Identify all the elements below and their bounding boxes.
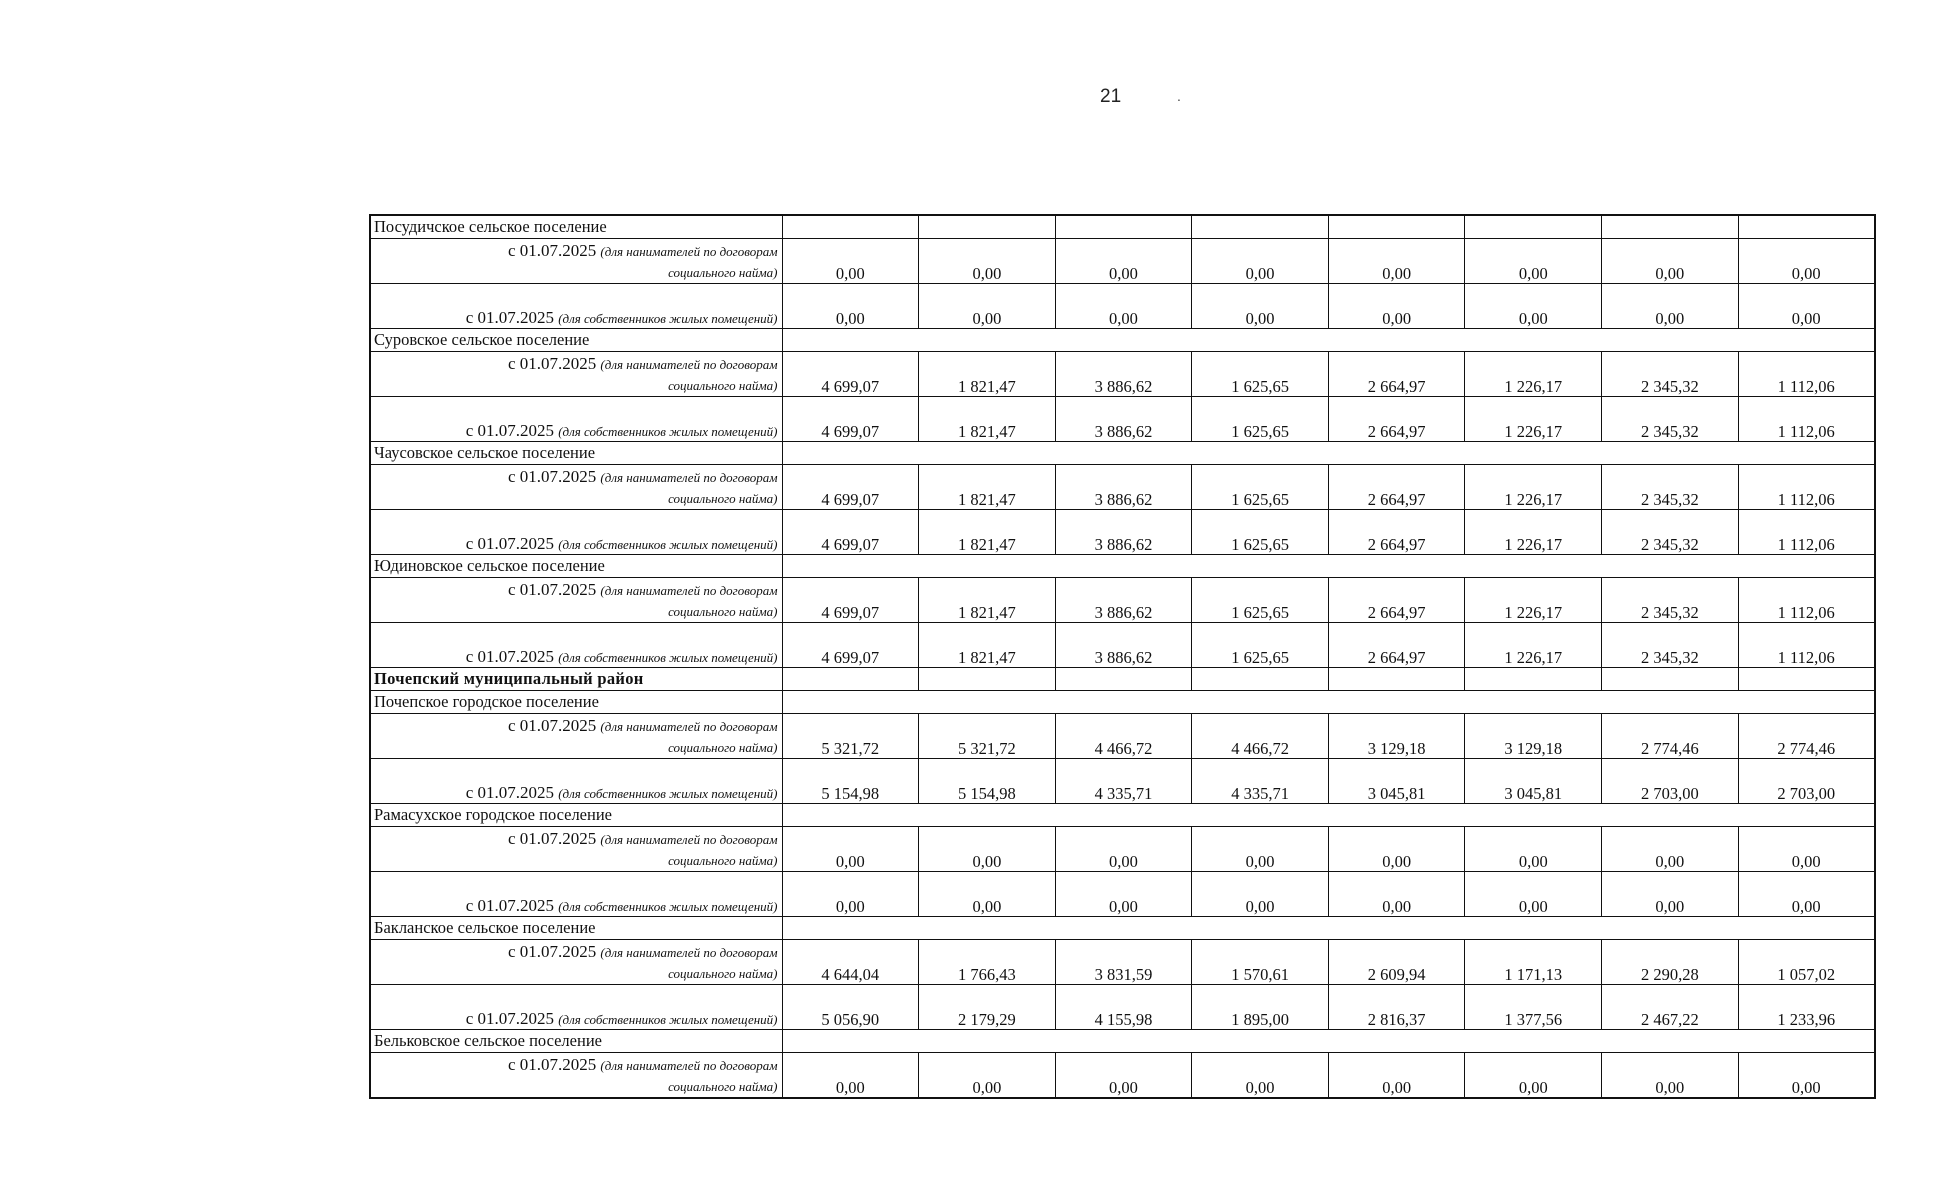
owner-tariff-row — [370, 985, 1875, 1030]
tariff-value-cell: 0,00 — [1055, 872, 1192, 917]
empty-cell — [1328, 215, 1465, 239]
tariff-value-cell: 0,00 — [1055, 239, 1192, 284]
empty-cell — [1738, 691, 1875, 714]
tariff-value-cell: 5 154,98 — [919, 759, 1056, 804]
tariff-value-cell: 0,00 — [1192, 239, 1329, 284]
tariff-value-cell: 0,00 — [782, 1053, 919, 1099]
tariff-value-cell: 3 886,62 — [1055, 510, 1192, 555]
empty-cell — [1465, 691, 1602, 714]
tariff-value-cell: 0,00 — [1192, 872, 1329, 917]
tariff-value-cell: 3 831,59 — [1055, 940, 1192, 985]
tariff-value-cell: 1 821,47 — [919, 578, 1056, 623]
empty-cell — [1192, 555, 1329, 578]
empty-cell — [1328, 442, 1465, 465]
row-date: с 01.07.2025 — [465, 647, 555, 666]
tariff-value-cell: 0,00 — [782, 239, 919, 284]
tariff-value-cell: 1 112,06 — [1738, 578, 1875, 623]
tariff-value-cell: 0,00 — [782, 827, 919, 872]
empty-cell — [1328, 917, 1465, 940]
tenant-tariff-row — [370, 578, 1875, 623]
tariff-value-cell: 1 112,06 — [1738, 352, 1875, 397]
empty-cell — [1192, 1030, 1329, 1053]
empty-cell — [1465, 804, 1602, 827]
empty-cell — [1465, 1030, 1602, 1053]
row-note: (для собственников жилых помещений) — [558, 311, 778, 326]
empty-cell — [1192, 668, 1329, 691]
empty-cell — [1055, 668, 1192, 691]
row-note: (для собственников жилых помещений) — [558, 899, 778, 914]
empty-cell — [1602, 555, 1739, 578]
row-note: социального найма) — [668, 1079, 778, 1094]
tenant-row-label — [370, 827, 782, 872]
empty-cell — [1602, 1030, 1739, 1053]
empty-cell — [1192, 329, 1329, 352]
tariff-value-cell: 0,00 — [1328, 239, 1465, 284]
settlement-header-row — [370, 329, 1875, 352]
empty-cell — [1055, 917, 1192, 940]
tariff-value-cell: 1 766,43 — [919, 940, 1056, 985]
tariff-value-cell: 1 625,65 — [1192, 578, 1329, 623]
tariff-value-cell: 3 129,18 — [1328, 714, 1465, 759]
owner-tariff-row — [370, 510, 1875, 555]
row-note: (для нанимателей по договорам — [600, 719, 778, 734]
empty-cell — [1465, 442, 1602, 465]
empty-cell — [1192, 804, 1329, 827]
tariff-value-cell: 4 699,07 — [782, 465, 919, 510]
tariff-value-cell: 0,00 — [919, 239, 1056, 284]
row-note: (для нанимателей по договорам — [600, 832, 778, 847]
empty-cell — [782, 215, 919, 239]
tariff-value-cell: 2 664,97 — [1328, 510, 1465, 555]
row-note: (для нанимателей по договорам — [600, 945, 778, 960]
empty-cell — [1055, 691, 1192, 714]
tariff-value-cell: 2 345,32 — [1602, 465, 1739, 510]
empty-cell — [1602, 917, 1739, 940]
empty-cell — [1328, 668, 1465, 691]
tariff-value-cell: 0,00 — [1055, 827, 1192, 872]
empty-cell — [1602, 442, 1739, 465]
tariff-value-cell: 4 644,04 — [782, 940, 919, 985]
empty-cell — [1602, 691, 1739, 714]
tariff-value-cell: 1 377,56 — [1465, 985, 1602, 1030]
tenant-tariff-row — [370, 827, 1875, 872]
empty-cell — [919, 329, 1056, 352]
empty-cell — [1738, 442, 1875, 465]
tariff-value-cell: 5 321,72 — [782, 714, 919, 759]
tariff-value-cell: 2 703,00 — [1602, 759, 1739, 804]
tenant-row-label — [370, 714, 782, 759]
tariff-value-cell: 0,00 — [1055, 1053, 1192, 1099]
settlement-name: Посудичское сельское поселение — [370, 215, 782, 239]
tariff-value-cell: 0,00 — [1328, 284, 1465, 329]
tariff-value-cell: 0,00 — [919, 284, 1056, 329]
tariff-value-cell: 2 774,46 — [1602, 714, 1739, 759]
tariff-value-cell: 1 226,17 — [1465, 623, 1602, 668]
tenant-tariff-row — [370, 1053, 1875, 1099]
empty-cell — [782, 1030, 919, 1053]
tariff-value-cell: 2 664,97 — [1328, 465, 1465, 510]
tariff-value-cell: 1 112,06 — [1738, 397, 1875, 442]
tariff-value-cell: 0,00 — [1602, 872, 1739, 917]
tariff-value-cell: 0,00 — [1465, 872, 1602, 917]
empty-cell — [1055, 555, 1192, 578]
row-date: с 01.07.2025 — [508, 241, 597, 260]
settlement-name: Почепское городское поселение — [370, 691, 782, 714]
tariff-value-cell: 2 664,97 — [1328, 397, 1465, 442]
owner-row-label — [370, 872, 782, 917]
tariff-value-cell: 1 226,17 — [1465, 465, 1602, 510]
district-header-row — [370, 668, 1875, 691]
owner-row-label — [370, 623, 782, 668]
row-date: с 01.07.2025 — [508, 829, 597, 848]
row-note: социального найма) — [668, 853, 778, 868]
tariff-value-cell: 0,00 — [919, 872, 1056, 917]
settlement-name: Рамасухское городское поселение — [370, 804, 782, 827]
empty-cell — [1055, 442, 1192, 465]
tenant-row-label — [370, 239, 782, 284]
tariff-value-cell: 1 625,65 — [1192, 397, 1329, 442]
empty-cell — [1465, 917, 1602, 940]
tariff-value-cell: 1 625,65 — [1192, 352, 1329, 397]
owner-tariff-row — [370, 284, 1875, 329]
tariff-value-cell: 2 609,94 — [1328, 940, 1465, 985]
tariff-value-cell: 0,00 — [782, 872, 919, 917]
tariff-value-cell: 0,00 — [1328, 872, 1465, 917]
empty-cell — [1465, 555, 1602, 578]
row-date: с 01.07.2025 — [465, 534, 555, 553]
row-note: социального найма) — [668, 491, 778, 506]
empty-cell — [782, 329, 919, 352]
settlement-header-row — [370, 1030, 1875, 1053]
tariff-table-body — [370, 215, 1875, 1098]
row-date: с 01.07.2025 — [465, 783, 555, 802]
empty-cell — [1602, 804, 1739, 827]
tariff-value-cell: 4 699,07 — [782, 352, 919, 397]
tariff-value-cell: 2 816,37 — [1328, 985, 1465, 1030]
tariff-value-cell: 3 045,81 — [1328, 759, 1465, 804]
tariff-value-cell: 0,00 — [1465, 284, 1602, 329]
row-date: с 01.07.2025 — [465, 421, 555, 440]
tariff-value-cell: 0,00 — [1738, 872, 1875, 917]
empty-cell — [782, 668, 919, 691]
tariff-value-cell: 0,00 — [919, 827, 1056, 872]
row-note: социального найма) — [668, 265, 778, 280]
tariff-value-cell: 3 886,62 — [1055, 352, 1192, 397]
row-date: с 01.07.2025 — [465, 308, 555, 327]
tariff-value-cell: 2 664,97 — [1328, 578, 1465, 623]
empty-cell — [919, 691, 1056, 714]
empty-cell — [1055, 804, 1192, 827]
empty-cell — [1192, 691, 1329, 714]
tenant-row-label — [370, 940, 782, 985]
row-note: (для собственников жилых помещений) — [558, 424, 778, 439]
tariff-value-cell: 0,00 — [1055, 284, 1192, 329]
empty-cell — [919, 1030, 1056, 1053]
empty-cell — [1055, 215, 1192, 239]
tariff-value-cell: 5 321,72 — [919, 714, 1056, 759]
tariff-value-cell: 0,00 — [1602, 827, 1739, 872]
tariff-value-cell: 0,00 — [1192, 827, 1329, 872]
row-note: (для нанимателей по договорам — [600, 470, 778, 485]
settlement-header-row — [370, 555, 1875, 578]
empty-cell — [1055, 1030, 1192, 1053]
tenant-tariff-row — [370, 940, 1875, 985]
tariff-value-cell: 2 664,97 — [1328, 623, 1465, 668]
row-date: с 01.07.2025 — [508, 467, 597, 486]
tariff-value-cell: 4 699,07 — [782, 510, 919, 555]
row-note: (для собственников жилых помещений) — [558, 786, 778, 801]
empty-cell — [782, 691, 919, 714]
owner-tariff-row — [370, 759, 1875, 804]
row-date: с 01.07.2025 — [465, 896, 555, 915]
settlement-name: Чаусовское сельское поселение — [370, 442, 782, 465]
empty-cell — [1328, 555, 1465, 578]
settlement-header-row — [370, 804, 1875, 827]
empty-cell — [919, 917, 1056, 940]
owner-row-label — [370, 759, 782, 804]
tariff-value-cell: 4 699,07 — [782, 623, 919, 668]
tenant-tariff-row — [370, 714, 1875, 759]
tariff-value-cell: 4 335,71 — [1055, 759, 1192, 804]
empty-cell — [919, 215, 1056, 239]
row-note: (для нанимателей по договорам — [600, 357, 778, 372]
district-name: Почепский муниципальный район — [370, 668, 782, 691]
empty-cell — [1738, 215, 1875, 239]
tariff-value-cell: 0,00 — [1602, 1053, 1739, 1099]
tariff-value-cell: 2 345,32 — [1602, 578, 1739, 623]
tariff-value-cell: 2 774,46 — [1738, 714, 1875, 759]
settlement-header-row — [370, 215, 1875, 239]
tariff-value-cell: 1 821,47 — [919, 623, 1056, 668]
tariff-value-cell: 0,00 — [919, 1053, 1056, 1099]
settlement-name: Суровское сельское поселение — [370, 329, 782, 352]
empty-cell — [1328, 691, 1465, 714]
tariff-value-cell: 1 821,47 — [919, 465, 1056, 510]
empty-cell — [1602, 215, 1739, 239]
row-date: с 01.07.2025 — [508, 716, 597, 735]
tariff-value-cell: 1 625,65 — [1192, 465, 1329, 510]
tariff-value-cell: 1 895,00 — [1192, 985, 1329, 1030]
empty-cell — [1192, 917, 1329, 940]
tariff-value-cell: 0,00 — [1465, 1053, 1602, 1099]
tenant-row-label — [370, 578, 782, 623]
tariff-value-cell: 2 467,22 — [1602, 985, 1739, 1030]
owner-row-label — [370, 284, 782, 329]
tariff-value-cell: 2 664,97 — [1328, 352, 1465, 397]
tariff-value-cell: 1 821,47 — [919, 397, 1056, 442]
empty-cell — [919, 804, 1056, 827]
tariff-value-cell: 1 226,17 — [1465, 510, 1602, 555]
settlement-name: Бакланское сельское поселение — [370, 917, 782, 940]
tariff-value-cell: 1 057,02 — [1738, 940, 1875, 985]
empty-cell — [1465, 329, 1602, 352]
tariff-value-cell: 1 821,47 — [919, 510, 1056, 555]
tariff-value-cell: 1 226,17 — [1465, 578, 1602, 623]
tenant-row-label — [370, 465, 782, 510]
tariff-value-cell: 1 821,47 — [919, 352, 1056, 397]
empty-cell — [1738, 917, 1875, 940]
tariff-value-cell: 2 290,28 — [1602, 940, 1739, 985]
owner-row-label — [370, 510, 782, 555]
tariff-value-cell: 3 886,62 — [1055, 578, 1192, 623]
tenant-row-label — [370, 1053, 782, 1099]
tariff-value-cell: 1 112,06 — [1738, 465, 1875, 510]
tariff-value-cell: 4 699,07 — [782, 397, 919, 442]
empty-cell — [1192, 215, 1329, 239]
empty-cell — [782, 917, 919, 940]
tariff-value-cell: 0,00 — [1192, 284, 1329, 329]
empty-cell — [1328, 329, 1465, 352]
row-note: (для собственников жилых помещений) — [558, 650, 778, 665]
empty-cell — [1602, 329, 1739, 352]
row-date: с 01.07.2025 — [508, 1055, 597, 1074]
row-note: социального найма) — [668, 966, 778, 981]
row-date: с 01.07.2025 — [465, 1009, 555, 1028]
settlement-header-row — [370, 442, 1875, 465]
tariff-value-cell: 1 226,17 — [1465, 352, 1602, 397]
owner-tariff-row — [370, 623, 1875, 668]
tariff-value-cell: 0,00 — [1738, 1053, 1875, 1099]
tariff-value-cell: 3 886,62 — [1055, 397, 1192, 442]
row-note: (для нанимателей по договорам — [600, 1058, 778, 1073]
row-note: социального найма) — [668, 604, 778, 619]
row-note: социального найма) — [668, 378, 778, 393]
tariff-value-cell: 4 155,98 — [1055, 985, 1192, 1030]
settlement-name: Юдиновское сельское поселение — [370, 555, 782, 578]
tariff-value-cell: 1 570,61 — [1192, 940, 1329, 985]
tariff-value-cell: 2 345,32 — [1602, 352, 1739, 397]
tariff-value-cell: 1 226,17 — [1465, 397, 1602, 442]
empty-cell — [1602, 668, 1739, 691]
owner-row-label — [370, 397, 782, 442]
empty-cell — [1738, 804, 1875, 827]
tariff-value-cell: 1 171,13 — [1465, 940, 1602, 985]
empty-cell — [1738, 668, 1875, 691]
row-note: (для собственников жилых помещений) — [558, 537, 778, 552]
empty-cell — [919, 555, 1056, 578]
tariff-table — [369, 214, 1876, 1099]
tariff-value-cell: 4 466,72 — [1192, 714, 1329, 759]
row-note: социального найма) — [668, 740, 778, 755]
tenant-row-label — [370, 352, 782, 397]
tariff-value-cell: 0,00 — [1602, 239, 1739, 284]
tariff-value-cell: 3 886,62 — [1055, 465, 1192, 510]
tariff-value-cell: 4 466,72 — [1055, 714, 1192, 759]
owner-tariff-row — [370, 397, 1875, 442]
tariff-value-cell: 0,00 — [1738, 284, 1875, 329]
settlement-header-row — [370, 691, 1875, 714]
empty-cell — [1738, 329, 1875, 352]
settlement-name: Бельковское сельское поселение — [370, 1030, 782, 1053]
empty-cell — [1055, 329, 1192, 352]
page-mark: . — [1177, 88, 1181, 104]
tariff-value-cell: 0,00 — [1192, 1053, 1329, 1099]
row-date: с 01.07.2025 — [508, 354, 597, 373]
settlement-header-row — [370, 917, 1875, 940]
empty-cell — [782, 804, 919, 827]
row-note: (для нанимателей по договорам — [600, 583, 778, 598]
tariff-value-cell: 1 233,96 — [1738, 985, 1875, 1030]
tariff-value-cell: 0,00 — [1738, 239, 1875, 284]
tariff-value-cell: 2 345,32 — [1602, 623, 1739, 668]
empty-cell — [782, 555, 919, 578]
tariff-value-cell: 2 345,32 — [1602, 397, 1739, 442]
tariff-value-cell: 2 179,29 — [919, 985, 1056, 1030]
tariff-value-cell: 0,00 — [782, 284, 919, 329]
tenant-tariff-row — [370, 352, 1875, 397]
row-date: с 01.07.2025 — [508, 942, 597, 961]
row-date: с 01.07.2025 — [508, 580, 597, 599]
empty-cell — [1465, 215, 1602, 239]
tenant-tariff-row — [370, 465, 1875, 510]
tariff-value-cell: 4 699,07 — [782, 578, 919, 623]
row-note: (для нанимателей по договорам — [600, 244, 778, 259]
empty-cell — [1328, 1030, 1465, 1053]
tariff-value-cell: 2 345,32 — [1602, 510, 1739, 555]
tariff-value-cell: 1 112,06 — [1738, 510, 1875, 555]
tariff-value-cell: 0,00 — [1328, 1053, 1465, 1099]
tariff-value-cell: 5 154,98 — [782, 759, 919, 804]
empty-cell — [1738, 1030, 1875, 1053]
empty-cell — [919, 668, 1056, 691]
tariff-value-cell: 1 625,65 — [1192, 623, 1329, 668]
page-number: 21 — [1100, 86, 1122, 107]
tariff-value-cell: 0,00 — [1465, 827, 1602, 872]
tariff-value-cell: 5 056,90 — [782, 985, 919, 1030]
tariff-value-cell: 1 112,06 — [1738, 623, 1875, 668]
owner-row-label — [370, 985, 782, 1030]
tariff-value-cell: 0,00 — [1738, 827, 1875, 872]
tariff-value-cell: 4 335,71 — [1192, 759, 1329, 804]
tariff-value-cell: 3 886,62 — [1055, 623, 1192, 668]
tariff-value-cell: 3 045,81 — [1465, 759, 1602, 804]
tariff-value-cell: 0,00 — [1602, 284, 1739, 329]
empty-cell — [1465, 668, 1602, 691]
tariff-value-cell: 1 625,65 — [1192, 510, 1329, 555]
row-note: (для собственников жилых помещений) — [558, 1012, 778, 1027]
tenant-tariff-row — [370, 239, 1875, 284]
tariff-value-cell: 0,00 — [1328, 827, 1465, 872]
empty-cell — [1738, 555, 1875, 578]
empty-cell — [782, 442, 919, 465]
tariff-value-cell: 0,00 — [1465, 239, 1602, 284]
empty-cell — [1328, 804, 1465, 827]
tariff-value-cell: 2 703,00 — [1738, 759, 1875, 804]
owner-tariff-row — [370, 872, 1875, 917]
tariff-value-cell: 3 129,18 — [1465, 714, 1602, 759]
empty-cell — [1192, 442, 1329, 465]
empty-cell — [919, 442, 1056, 465]
